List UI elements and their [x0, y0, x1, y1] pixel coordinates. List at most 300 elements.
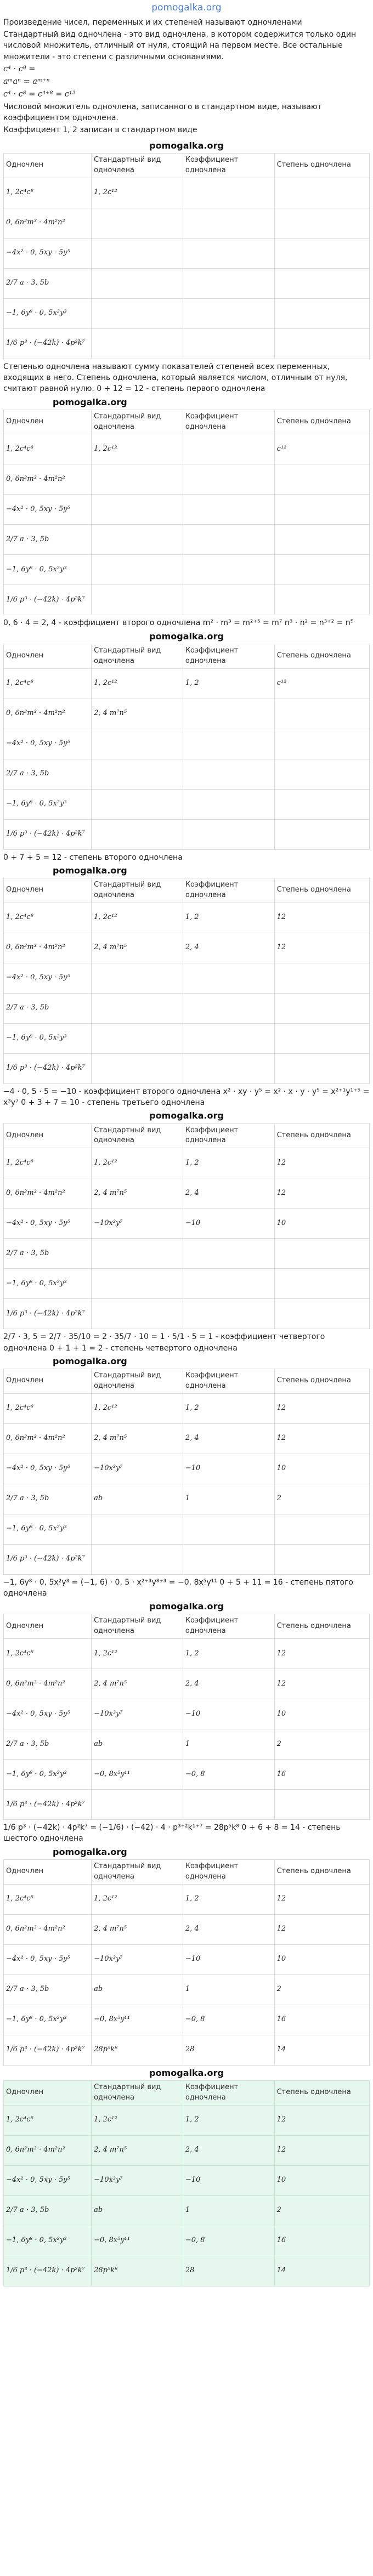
- column-header: Одночлен: [4, 410, 92, 434]
- standard-form-cell: 2, 4 m⁷n⁵: [92, 933, 183, 963]
- degree-cell: 14: [274, 2035, 369, 2065]
- degree-cell: 2: [274, 1729, 369, 1760]
- watermark: pomogalka.org: [149, 631, 224, 642]
- coefficient-cell: [183, 1514, 274, 1544]
- coefficient-cell: 1, 2: [183, 903, 274, 933]
- solution-step: [3, 1577, 370, 1820]
- table-row: [4, 585, 370, 615]
- intro-standard-form: Стандартный вид одночлена - это вид одночлена, в котором содержится только один числовой множитель, отличный от нуля, стоящий на первом месте. Все остальные множители - это степени с различными основаниями.: [3, 30, 357, 61]
- degree-cell: c¹²: [274, 668, 369, 699]
- monomial-cell: 1, 2c⁴c⁸: [4, 178, 92, 208]
- degree-cell: 12: [274, 1178, 369, 1208]
- degree-cell: 10: [274, 1699, 369, 1729]
- standard-form-cell: −0, 8x⁵y¹¹: [92, 1760, 183, 1790]
- monomial-cell: 1/6 p³ · (−42k) · 4p²k⁷: [4, 819, 92, 849]
- standard-form-cell: [92, 963, 183, 993]
- coefficient-cell: [183, 495, 274, 525]
- coefficient-cell: 2, 4: [183, 933, 274, 963]
- solution-step: [3, 1086, 370, 1329]
- standard-form-cell: [92, 525, 183, 555]
- monomial-cell: 1, 2c⁴c⁸: [4, 1639, 92, 1669]
- monomial-cell: 2/7 a · 3, 5b: [4, 1239, 92, 1269]
- column-header: Степень одночлена: [274, 153, 369, 178]
- monomial-cell: 1/6 p³ · (−42k) · 4p²k⁷: [4, 328, 92, 359]
- degree-cell: [274, 963, 369, 993]
- degree-cell: [274, 268, 369, 298]
- coefficient-cell: 2, 4: [183, 1178, 274, 1208]
- standard-form-cell: −10x³y⁷: [92, 2165, 183, 2195]
- table-row: [4, 1208, 370, 1239]
- coefficient-cell: −10: [183, 1944, 274, 1974]
- degree-cell: [274, 525, 369, 555]
- standard-form-cell: [92, 328, 183, 359]
- column-header: Коэффициент одночлена: [183, 878, 274, 903]
- table-row: [4, 789, 370, 819]
- standard-form-cell: [92, 1514, 183, 1544]
- degree-cell: [274, 1514, 369, 1544]
- column-header: Степень одночлена: [274, 1369, 369, 1394]
- table-row: [4, 1023, 370, 1053]
- degree-cell: 12: [274, 1148, 369, 1178]
- watermark: pomogalka.org: [53, 1355, 127, 1366]
- degree-cell: [274, 555, 369, 585]
- column-header: Одночлен: [4, 644, 92, 668]
- intro-definition: Произведение чисел, переменных и их степеней называют одночленами: [3, 18, 302, 27]
- standard-form-cell: [92, 729, 183, 759]
- column-header: Стандартный вид одночлена: [92, 878, 183, 903]
- standard-form-cell: ab: [92, 1729, 183, 1760]
- coefficient-cell: [183, 1544, 274, 1574]
- solution-step: [3, 361, 370, 616]
- degree-cell: 10: [274, 1454, 369, 1484]
- coefficient-cell: [183, 1299, 274, 1329]
- table-row: [4, 328, 370, 359]
- degree-cell: [274, 238, 369, 268]
- standard-form-cell: −10x³y⁷: [92, 1454, 183, 1484]
- degree-cell: [274, 178, 369, 208]
- column-header: Одночлен: [4, 153, 92, 178]
- degree-cell: [274, 298, 369, 328]
- degree-cell: [274, 759, 369, 789]
- solution-step: [3, 1822, 370, 2065]
- table-row: [4, 699, 370, 729]
- coefficient-cell: [183, 464, 274, 495]
- degree-cell: [274, 1269, 369, 1299]
- degree-cell: 12: [274, 1639, 369, 1669]
- coefficient-cell: 1, 2: [183, 1148, 274, 1178]
- degree-cell: [274, 1544, 369, 1574]
- monomials-table: [3, 1859, 370, 2066]
- monomial-cell: −4x² · 0, 5xy · 5y⁵: [4, 963, 92, 993]
- watermark: pomogalka.org: [53, 865, 127, 876]
- standard-form-cell: 1, 2c¹²: [92, 1639, 183, 1669]
- coefficient-cell: [183, 993, 274, 1023]
- standard-form-cell: 1, 2c¹²: [92, 2105, 183, 2135]
- coefficient-cell: −10: [183, 1208, 274, 1239]
- table-row: [4, 2226, 370, 2256]
- standard-form-cell: [92, 1239, 183, 1269]
- monomial-cell: −4x² · 0, 5xy · 5y⁵: [4, 238, 92, 268]
- column-header: Степень одночлена: [274, 1859, 369, 1884]
- monomial-cell: 1, 2c⁴c⁸: [4, 668, 92, 699]
- coefficient-cell: [183, 699, 274, 729]
- table-row: [4, 1729, 370, 1760]
- coefficient-cell: 28: [183, 2256, 274, 2286]
- coefficient-cell: [183, 268, 274, 298]
- table-row: [4, 759, 370, 789]
- monomial-cell: 1, 2c⁴c⁸: [4, 2105, 92, 2135]
- monomial-cell: −4x² · 0, 5xy · 5y⁵: [4, 1208, 92, 1239]
- coefficient-cell: [183, 1239, 274, 1269]
- standard-form-cell: [92, 789, 183, 819]
- coefficient-cell: 1: [183, 2195, 274, 2226]
- table-row: [4, 555, 370, 585]
- degree-cell: [274, 699, 369, 729]
- standard-form-cell: [92, 993, 183, 1023]
- degree-cell: 12: [274, 1669, 369, 1699]
- monomial-cell: 2/7 a · 3, 5b: [4, 759, 92, 789]
- standard-form-cell: 2, 4 m⁷n⁵: [92, 1669, 183, 1699]
- standard-form-cell: [92, 819, 183, 849]
- coefficient-cell: 2, 4: [183, 1669, 274, 1699]
- monomial-cell: −1, 6y⁸ · 0, 5x²y³: [4, 2226, 92, 2256]
- monomial-cell: −4x² · 0, 5xy · 5y⁵: [4, 1944, 92, 1974]
- degree-cell: 12: [274, 1914, 369, 1944]
- degree-cell: [274, 1023, 369, 1053]
- standard-form-cell: 2, 4 m⁷n⁵: [92, 2135, 183, 2165]
- coefficient-cell: 2, 4: [183, 1914, 274, 1944]
- standard-form-cell: 1, 2c¹²: [92, 1148, 183, 1178]
- coefficient-cell: 1: [183, 1729, 274, 1760]
- monomial-cell: −4x² · 0, 5xy · 5y⁵: [4, 1699, 92, 1729]
- final-answer-table: [3, 2080, 370, 2286]
- column-header: Одночлен: [4, 1859, 92, 1884]
- degree-cell: [274, 495, 369, 525]
- monomial-cell: 0, 6n²m³ · 4m²n²: [4, 464, 92, 495]
- monomials-table: [3, 878, 370, 1084]
- column-header: Стандартный вид одночлена: [92, 1124, 183, 1148]
- coefficient-cell: 1, 2: [183, 1884, 274, 1914]
- degree-cell: 12: [274, 1884, 369, 1914]
- coefficient-cell: 1: [183, 1974, 274, 2005]
- monomials-table: [3, 1614, 370, 1820]
- table-row: [4, 1053, 370, 1083]
- standard-form-cell: ab: [92, 2195, 183, 2226]
- monomial-cell: 1/6 p³ · (−42k) · 4p²k⁷: [4, 1299, 92, 1329]
- column-header: Степень одночлена: [274, 2080, 369, 2105]
- standard-form-cell: −0, 8x⁵y¹¹: [92, 2005, 183, 2035]
- coefficient-cell: 1, 2: [183, 668, 274, 699]
- monomial-cell: −1, 6y⁸ · 0, 5x²y³: [4, 555, 92, 585]
- site-header: [3, 0, 370, 16]
- degree-cell: 16: [274, 2005, 369, 2035]
- monomial-cell: 1, 2c⁴c⁸: [4, 1393, 92, 1423]
- standard-form-cell: [92, 208, 183, 238]
- table-row: [4, 2195, 370, 2226]
- degree-cell: [274, 328, 369, 359]
- monomial-cell: 2/7 a · 3, 5b: [4, 1729, 92, 1760]
- coefficient-cell: [183, 585, 274, 615]
- watermark: pomogalka.org: [149, 2067, 224, 2078]
- table-row: [4, 1699, 370, 1729]
- coefficient-cell: 1: [183, 1484, 274, 1514]
- monomial-cell: 0, 6n²m³ · 4m²n²: [4, 1669, 92, 1699]
- degree-cell: c¹²: [274, 434, 369, 464]
- monomial-cell: 2/7 a · 3, 5b: [4, 1974, 92, 2005]
- coefficient-cell: [183, 1269, 274, 1299]
- table-row: [4, 1514, 370, 1544]
- column-header: Одночлен: [4, 878, 92, 903]
- coefficient-cell: −10: [183, 1454, 274, 1484]
- monomial-cell: 2/7 a · 3, 5b: [4, 525, 92, 555]
- monomial-cell: 1/6 p³ · (−42k) · 4p²k⁷: [4, 2035, 92, 2065]
- standard-form-cell: 28p⁵k⁸: [92, 2035, 183, 2065]
- column-header: Коэффициент одночлена: [183, 2080, 274, 2105]
- degree-cell: 2: [274, 2195, 369, 2226]
- degree-cell: [274, 993, 369, 1023]
- degree-cell: [274, 1053, 369, 1083]
- coefficient-cell: [183, 434, 274, 464]
- coefficient-cell: [183, 208, 274, 238]
- standard-form-cell: 1, 2c¹²: [92, 178, 183, 208]
- standard-form-cell: [92, 268, 183, 298]
- monomial-cell: −1, 6y⁸ · 0, 5x²y³: [4, 2005, 92, 2035]
- coefficient-cell: −10: [183, 2165, 274, 2195]
- column-header: Стандартный вид одночлена: [92, 2080, 183, 2105]
- monomials-table: [3, 1369, 370, 1575]
- column-header: Степень одночлена: [274, 878, 369, 903]
- table-row: [4, 933, 370, 963]
- table-row: [4, 2256, 370, 2286]
- standard-form-cell: 1, 2c¹²: [92, 668, 183, 699]
- intro: [3, 17, 370, 136]
- coefficient-cell: 1, 2: [183, 2105, 274, 2135]
- step-explanation: Степенью одночлена называют сумму показателей степеней всех переменных, входящих в него. Степень одночлена, который является числом, отличным от нуля, считают равной нулю. 0 + 12 = 12 - степень первого одночлена: [3, 362, 348, 394]
- monomial-cell: 1/6 p³ · (−42k) · 4p²k⁷: [4, 2256, 92, 2286]
- coefficient-cell: 1, 2: [183, 1639, 274, 1669]
- table-row: [4, 1454, 370, 1484]
- standard-form-cell: 1, 2c¹²: [92, 1393, 183, 1423]
- table-row: [4, 993, 370, 1023]
- table-row: [4, 1944, 370, 1974]
- table-row: [4, 1393, 370, 1423]
- monomials-table: [3, 644, 370, 850]
- standard-form-cell: 1, 2c¹²: [92, 903, 183, 933]
- coefficient-cell: [183, 555, 274, 585]
- standard-form-cell: [92, 1790, 183, 1820]
- step-explanation: 2/7 · 3, 5 = 2/7 · 35/10 = 2 · 35/7 · 10 = 1 · 5/1 · 5 = 1 - коэффициент четвертого одночлена 0 + 1 + 1 = 2 - степень четвертого одночлена: [3, 1332, 325, 1353]
- table-row: [4, 2035, 370, 2065]
- coefficient-cell: [183, 298, 274, 328]
- monomial-cell: 1, 2c⁴c⁸: [4, 1148, 92, 1178]
- standard-form-cell: 2, 4 m⁷n⁵: [92, 1914, 183, 1944]
- degree-cell: [274, 1239, 369, 1269]
- standard-form-cell: 2, 4 m⁷n⁵: [92, 1423, 183, 1454]
- coefficient-cell: 2, 4: [183, 2135, 274, 2165]
- column-header: Степень одночлена: [274, 410, 369, 434]
- monomial-cell: −1, 6y⁸ · 0, 5x²y³: [4, 1023, 92, 1053]
- table-row: [4, 1423, 370, 1454]
- table-row: [4, 1669, 370, 1699]
- column-header: Одночлен: [4, 1369, 92, 1394]
- table-row: [4, 238, 370, 268]
- monomial-cell: −4x² · 0, 5xy · 5y⁵: [4, 729, 92, 759]
- standard-form-cell: −10x³y⁷: [92, 1699, 183, 1729]
- step-explanation: −1, 6y⁸ · 0, 5x²y³ = (−1, 6) · 0, 5 · x²⁺³y⁸⁺³ = −0, 8x⁵y¹¹ 0 + 5 + 11 = 16 - степень пятого одночлена: [3, 1578, 353, 1598]
- column-header: Степень одночлена: [274, 1124, 369, 1148]
- standard-form-cell: [92, 1299, 183, 1329]
- formula-product: c⁴ · c⁸ =: [3, 64, 36, 73]
- column-header: Стандартный вид одночлена: [92, 644, 183, 668]
- column-header: Одночлен: [4, 1614, 92, 1639]
- table-row: [4, 2165, 370, 2195]
- degree-cell: 12: [274, 2105, 369, 2135]
- table-row: [4, 268, 370, 298]
- column-header: Стандартный вид одночлена: [92, 1369, 183, 1394]
- table-row: [4, 1760, 370, 1790]
- degree-cell: 10: [274, 1208, 369, 1239]
- table-row: [4, 298, 370, 328]
- monomial-cell: 0, 6n²m³ · 4m²n²: [4, 1178, 92, 1208]
- table-row: [4, 668, 370, 699]
- coefficient-cell: [183, 789, 274, 819]
- table-row: [4, 1269, 370, 1299]
- table-row: [4, 2135, 370, 2165]
- degree-cell: 10: [274, 1944, 369, 1974]
- standard-form-cell: [92, 495, 183, 525]
- monomial-cell: 2/7 a · 3, 5b: [4, 1484, 92, 1514]
- monomial-cell: 0, 6n²m³ · 4m²n²: [4, 933, 92, 963]
- table-row: [4, 464, 370, 495]
- degree-cell: 16: [274, 2226, 369, 2256]
- table-row: [4, 1484, 370, 1514]
- column-header: Стандартный вид одночлена: [92, 410, 183, 434]
- standard-form-cell: −10x³y⁷: [92, 1208, 183, 1239]
- monomial-cell: −1, 6y⁸ · 0, 5x²y³: [4, 789, 92, 819]
- step-explanation: −4 · 0, 5 · 5 = −10 - коэффициент второго одночлена x² · xy · y⁵ = x² · x · y · y⁵ = x²⁺¹y¹⁺⁵ = x³y⁷ 0 + 3 + 7 = 10 - степень третьего одночлена: [3, 1087, 370, 1108]
- monomials-table: [3, 1124, 370, 1330]
- table-row: [4, 1148, 370, 1178]
- intro-coefficient: Числовой множитель одночлена, записанного в стандартном виде, называют коэффициентом одночлена.: [3, 102, 322, 123]
- site-logo[interactable]: pomogalka.org: [151, 2, 222, 13]
- standard-form-cell: −10x³y⁷: [92, 1944, 183, 1974]
- column-header: Коэффициент одночлена: [183, 1124, 274, 1148]
- standard-form-cell: 1, 2c¹²: [92, 434, 183, 464]
- degree-cell: [274, 819, 369, 849]
- table-row: [4, 525, 370, 555]
- table-row: [4, 1884, 370, 1914]
- monomial-cell: 2/7 a · 3, 5b: [4, 993, 92, 1023]
- coefficient-cell: [183, 238, 274, 268]
- monomial-cell: −1, 6y⁸ · 0, 5x²y³: [4, 1269, 92, 1299]
- monomial-cell: 0, 6n²m³ · 4m²n²: [4, 699, 92, 729]
- column-header: Стандартный вид одночлена: [92, 1614, 183, 1639]
- coefficient-cell: −0, 8: [183, 2005, 274, 2035]
- table-row: [4, 1239, 370, 1269]
- table-row: [4, 1639, 370, 1669]
- column-header: Одночлен: [4, 2080, 92, 2105]
- degree-cell: 10: [274, 2165, 369, 2195]
- table-row: [4, 1914, 370, 1944]
- column-header: Стандартный вид одночлена: [92, 153, 183, 178]
- watermark: pomogalka.org: [53, 1846, 127, 1857]
- standard-form-cell: [92, 298, 183, 328]
- coefficient-cell: [183, 1053, 274, 1083]
- monomial-cell: 0, 6n²m³ · 4m²n²: [4, 2135, 92, 2165]
- monomial-cell: 0, 6n²m³ · 4m²n²: [4, 1914, 92, 1944]
- standard-form-cell: [92, 1269, 183, 1299]
- coefficient-cell: [183, 819, 274, 849]
- degree-cell: [274, 789, 369, 819]
- coefficient-cell: 1, 2: [183, 1393, 274, 1423]
- degree-cell: 12: [274, 2135, 369, 2165]
- watermark: pomogalka.org: [149, 1110, 224, 1121]
- table-row: [4, 1790, 370, 1820]
- solution-step: [3, 2067, 370, 2286]
- standard-form-cell: −0, 8x⁵y¹¹: [92, 2226, 183, 2256]
- standard-form-cell: [92, 585, 183, 615]
- coefficient-cell: [183, 1790, 274, 1820]
- table-row: [4, 2105, 370, 2135]
- coefficient-cell: −0, 8: [183, 2226, 274, 2256]
- table-row: [4, 495, 370, 525]
- standard-form-cell: 28p⁵k⁸: [92, 2256, 183, 2286]
- monomial-cell: 0, 6n²m³ · 4m²n²: [4, 1423, 92, 1454]
- solution-step: [3, 852, 370, 1084]
- solution-step: [3, 139, 370, 359]
- standard-form-cell: [92, 464, 183, 495]
- degree-cell: [274, 585, 369, 615]
- step-explanation: 1/6 p³ · (−42k) · 4p²k⁷ = (−1/6) · (−42) · 4 · p³⁺²k¹⁺⁷ = 28p⁵k⁸ 0 + 6 + 8 = 14 - степень шестого одночлена: [3, 1823, 341, 1843]
- intro-coefficient-note: Коэффициент 1, 2 записан в стандартном виде: [3, 126, 197, 135]
- monomial-cell: 1, 2c⁴c⁸: [4, 903, 92, 933]
- standard-form-cell: [92, 238, 183, 268]
- monomial-cell: −1, 6y⁸ · 0, 5x²y³: [4, 1514, 92, 1544]
- monomial-cell: 1/6 p³ · (−42k) · 4p²k⁷: [4, 585, 92, 615]
- column-header: Коэффициент одночлена: [183, 153, 274, 178]
- table-row: [4, 1974, 370, 2005]
- table-row: [4, 208, 370, 238]
- degree-cell: 14: [274, 2256, 369, 2286]
- coefficient-cell: 28: [183, 2035, 274, 2065]
- coefficient-cell: −0, 8: [183, 1760, 274, 1790]
- column-header: Степень одночлена: [274, 1614, 369, 1639]
- step-explanation: 0, 6 · 4 = 2, 4 - коэффициент второго одночлена m² · m³ = m²⁺⁵ = m⁷ n³ · n² = n³⁺² = n⁵: [3, 619, 354, 628]
- table-row: [4, 178, 370, 208]
- degree-cell: [274, 1790, 369, 1820]
- standard-form-cell: [92, 759, 183, 789]
- monomials-table: [3, 410, 370, 616]
- coefficient-cell: 2, 4: [183, 1423, 274, 1454]
- monomial-cell: 2/7 a · 3, 5b: [4, 2195, 92, 2226]
- column-header: Коэффициент одночлена: [183, 410, 274, 434]
- degree-cell: 12: [274, 1423, 369, 1454]
- degree-cell: [274, 208, 369, 238]
- degree-cell: 2: [274, 1484, 369, 1514]
- coefficient-cell: −10: [183, 1699, 274, 1729]
- solution-steps: [3, 139, 370, 2286]
- watermark: pomogalka.org: [149, 1601, 224, 1612]
- monomial-cell: −1, 6y⁸ · 0, 5x²y³: [4, 1760, 92, 1790]
- standard-form-cell: 1, 2c¹²: [92, 1884, 183, 1914]
- monomial-cell: 0, 6n²m³ · 4m²n²: [4, 208, 92, 238]
- standard-form-cell: [92, 1544, 183, 1574]
- standard-form-cell: ab: [92, 1484, 183, 1514]
- solution-step: [3, 617, 370, 849]
- coefficient-cell: [183, 1023, 274, 1053]
- degree-cell: 16: [274, 1760, 369, 1790]
- degree-cell: 12: [274, 933, 369, 963]
